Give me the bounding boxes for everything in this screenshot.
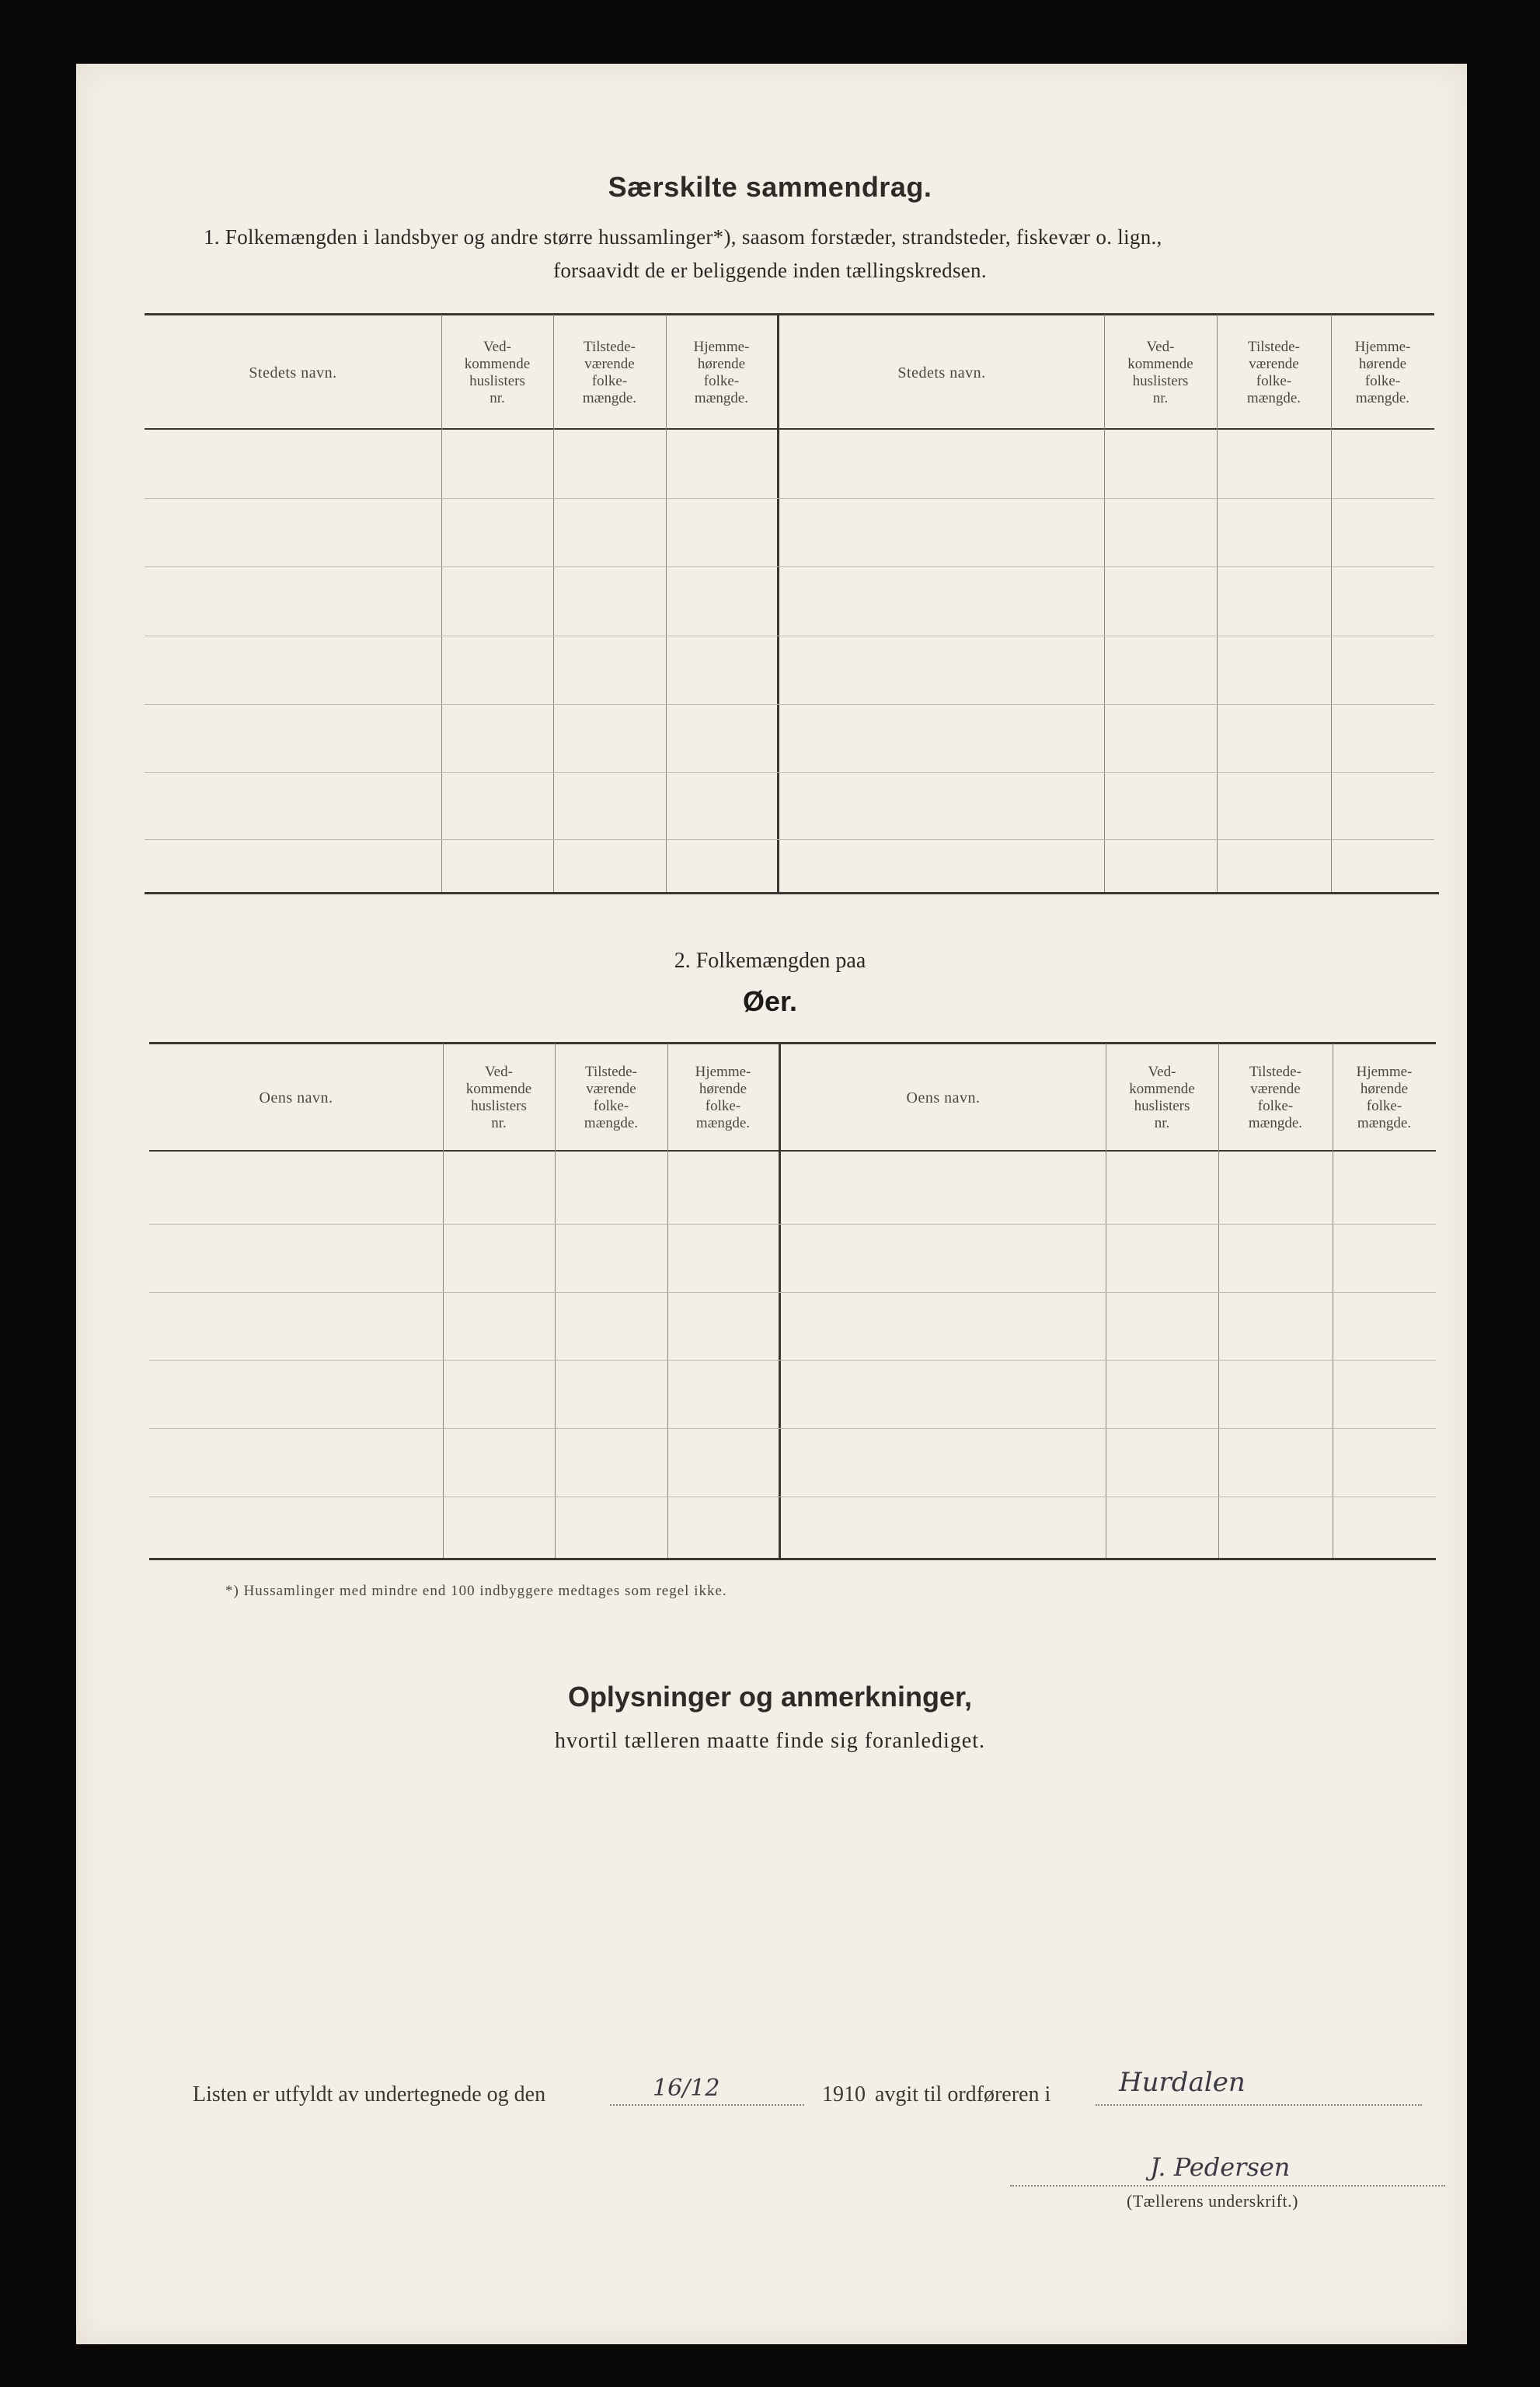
section1-intro-line1: 1. Folkemængden i landsbyer og andre større hussamlinger*), saasom forstæder, strandsteder, fiskevær o. lign.,: [204, 225, 1162, 249]
t1-col-hjemmehorende-right: Hjemme- hørende folke- mængde.: [1354, 339, 1411, 406]
section2-heading: 2. Folkemængden paa: [674, 949, 866, 973]
t2-col-hjemmehorende-left: Hjemme- hørende folke- mængde.: [695, 1064, 751, 1131]
t2-col-oens-navn-right: Oens navn.: [906, 1089, 981, 1106]
t2-col-huslister-left: Ved- kommende huslisters nr.: [465, 1064, 532, 1131]
handwritten-signature: J. Pedersen: [1150, 2152, 1291, 2182]
t1-col-hjemmehorende-left: Hjemme- hørende folke- mængde.: [693, 339, 750, 406]
place-field-line: [1096, 2104, 1422, 2106]
handwritten-date: 16/12: [653, 2075, 720, 2102]
completion-text-after-year: avgit til ordføreren i: [875, 2082, 1051, 2106]
remarks-subheading: hvortil tælleren maatte finde sig foranlediget.: [555, 1729, 985, 1753]
t2-col-oens-navn-left: Oens navn.: [259, 1089, 333, 1106]
t1-col-huslister-right: Ved- kommende huslisters nr.: [1127, 339, 1193, 406]
t2-col-tilstedevaerende-left: Tilstede- værende folke- mængde.: [584, 1064, 639, 1131]
date-field-line: [610, 2104, 804, 2106]
t2-col-tilstedevaerende-right: Tilstede- værende folke- mængde.: [1248, 1064, 1303, 1131]
completion-text-before-date: Listen er utfyldt av undertegnede og den: [193, 2082, 546, 2106]
t2-col-huslister-right: Ved- kommende huslisters nr.: [1129, 1064, 1195, 1131]
t1-col-tilstedevaerende-right: Tilstede- værende folke- mængde.: [1246, 339, 1301, 406]
t1-col-huslister-left: Ved- kommende huslisters nr.: [464, 339, 531, 406]
completion-statement: [193, 2082, 545, 2107]
page-title: Særskilte sammendrag.: [608, 171, 932, 203]
year-text: 1910: [822, 2082, 866, 2106]
signature-line: [1010, 2185, 1445, 2187]
signature-caption: (Tællerens underskrift.): [1127, 2191, 1298, 2211]
t1-col-stedets-navn-left: Stedets navn.: [249, 364, 337, 382]
t2-col-hjemmehorende-right: Hjemme- hørende folke- mængde.: [1356, 1064, 1413, 1131]
t1-col-stedets-navn-right: Stedets navn.: [897, 364, 986, 382]
remarks-heading: Oplysninger og anmerkninger,: [567, 1681, 973, 1713]
section2-subheading: Øer.: [742, 985, 798, 1017]
section1-intro-line2: forsaavidt de er beliggende inden tællingskredsen.: [553, 259, 987, 282]
t1-col-tilstedevaerende-left: Tilstede- værende folke- mængde.: [582, 339, 637, 406]
handwritten-place: Hurdalen: [1119, 2067, 1246, 2098]
footnote: *) Hussamlinger med mindre end 100 indbyggere medtages som regel ikke.: [225, 1583, 727, 1599]
